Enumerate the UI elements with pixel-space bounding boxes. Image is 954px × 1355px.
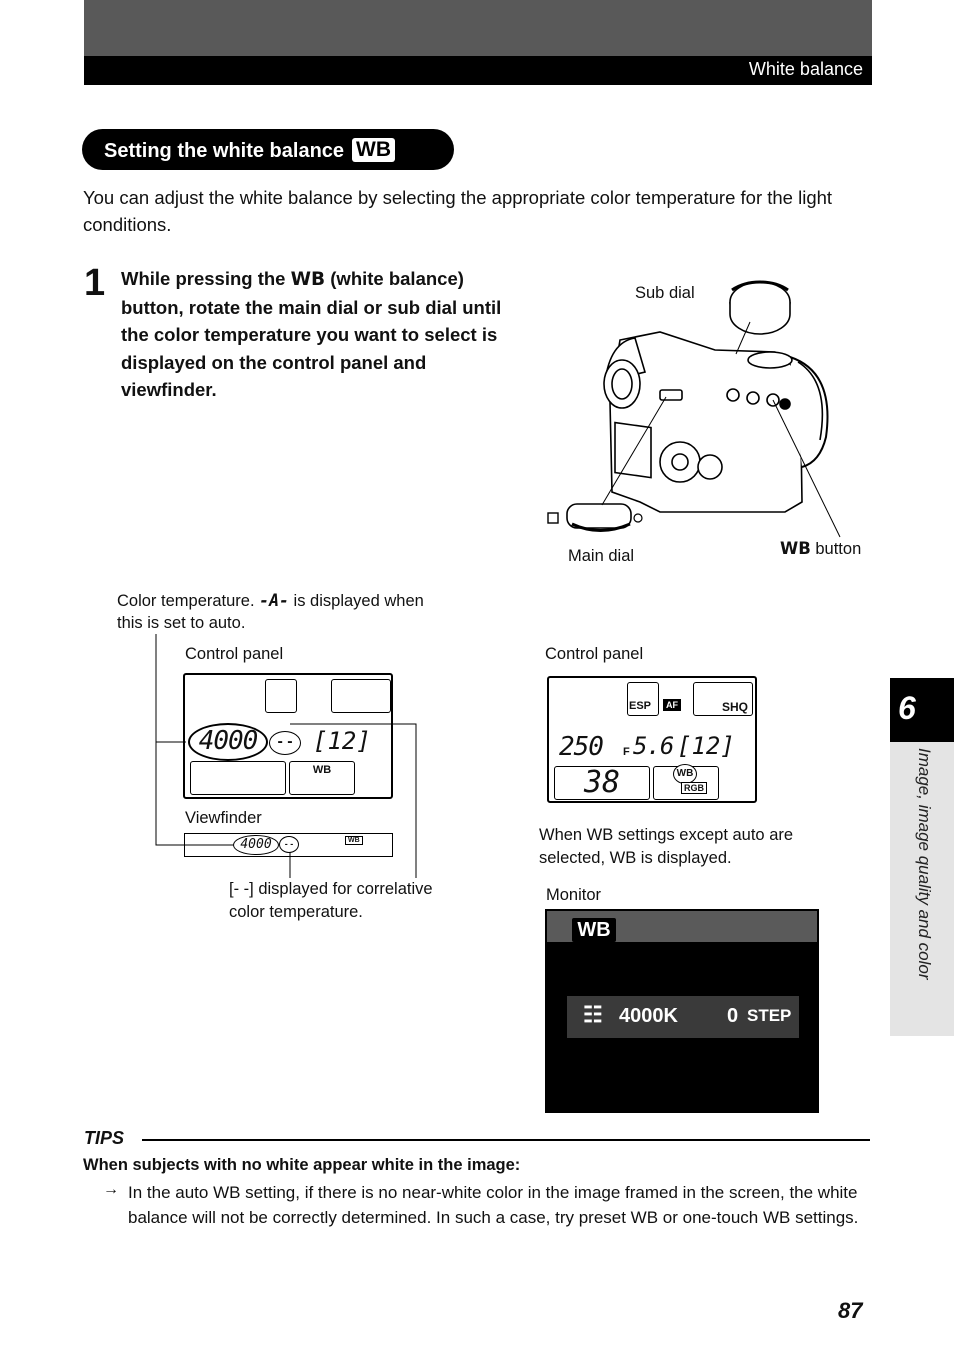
af-tag: AF [663,699,681,711]
monitor-step-label: STEP [747,1006,792,1025]
aperture-readout: 5.6 [633,732,674,760]
count-readout: 38 [554,766,650,800]
monitor-wb-row [567,996,799,1038]
viewfinder-label: Viewfinder [185,809,262,827]
section-title: White balance [84,56,872,85]
dash-note-line2: color temperature. [229,903,363,921]
right-caption-line2: selected, WB is displayed. [539,849,732,867]
chapter-tab-text: Image, image quality and color [915,748,934,980]
vf-wb: WB [345,836,363,845]
monitor-temp: 4000K [619,1005,678,1027]
monitor-label: Monitor [546,886,602,904]
wb-icon: WB [290,269,326,290]
shq-tag: SHQ [693,682,753,716]
step-instruction [121,265,521,404]
camera-illustration [540,262,880,562]
monitor-step-value: 0 [727,1005,739,1027]
dash-readout: - - [269,731,301,755]
wb-tag: WB [289,761,355,795]
bracket-readout: [12] [313,727,371,755]
auto-note-line2: this is set to auto. [117,614,246,632]
wb-badge: WB [352,138,395,162]
step-text-a: While pressing the [121,268,291,289]
chapter-tab-number: 6 [890,678,954,742]
dash-note-line1: [- -] displayed for correlative [229,880,433,898]
heading-title: Setting the white balance [104,140,345,162]
arrow-icon: → [103,1181,119,1198]
header-band [84,0,872,56]
sub-dial-label: Sub dial [635,284,695,302]
left-control-panel-label: Control panel [185,645,284,663]
right-caption-line1: When WB settings except auto are [539,826,794,844]
wb-button-text: button [810,540,862,558]
right-control-panel [547,676,757,803]
f-label: F [623,746,630,758]
tips-heading: TIPS [84,1128,125,1148]
chapter-tab [890,742,954,1036]
esp-tag: ESP [629,700,652,712]
tips-rule [142,1139,870,1141]
temp-readout: 4000 [188,723,268,761]
tips-body: In the auto WB setting, if there is no near-white color in the image framed in the screen, the white balance will not be correctly determined. In such a case, try preset WB or one-touch WB settings. [128,1183,859,1227]
vf-dash: - - [279,836,299,853]
auto-note [117,589,424,613]
page-heading [82,129,454,170]
step-number: 1 [84,262,106,304]
tips-subheading: When subjects with no white appear white in the image: [83,1156,521,1174]
fluorescent-lamp-icon: ☷ [583,1002,603,1027]
vf-temp: 4000 [233,835,279,855]
wb-tag: WB [673,764,697,784]
auto-note-a: Color temperature. [117,592,260,610]
monitor-wb-tag: WB [572,918,616,942]
right-control-panel-label: Control panel [545,645,644,663]
leader-lines [150,630,430,880]
shutter-readout: 250 [559,732,603,762]
wb-icon: WB [780,539,811,558]
bracket-readout: [12] [677,732,735,760]
rgb-tag: RGB [681,782,707,794]
wb-button-label [780,537,861,561]
auto-note-b: is displayed when [288,592,424,610]
step-text-b: (white balance) button, rotate the main dial or sub dial until the color temperature you want to select is displayed on the control panel and viewfinder. [121,268,502,400]
page-number: 87 [838,1298,863,1323]
main-dial-label: Main dial [568,547,635,565]
intro-paragraph: You can adjust the white balance by selecting the appropriate color temperature for the light conditions. [83,187,833,235]
auto-symbol: -A- [259,591,289,610]
